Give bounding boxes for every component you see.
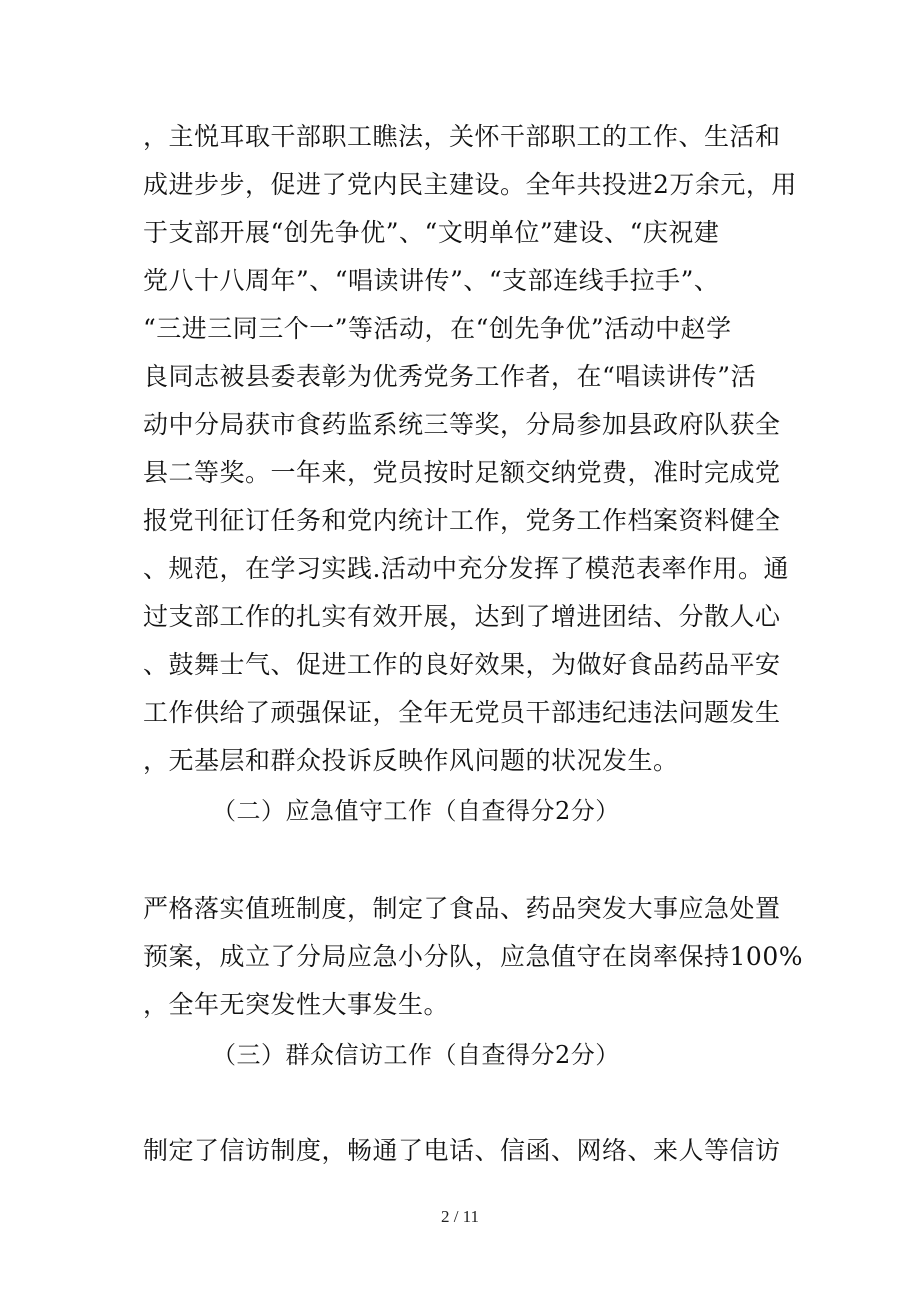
body-text-line: 制定了信访制度，畅通了电话、信函、网络、来人等信访 bbox=[143, 1136, 781, 1165]
body-text-line: “三进三同三个一”等活动，在“创先争优”活动中赵学 bbox=[143, 314, 732, 343]
section-heading-emergency-duty: （二）应急值守工作（自查得分2分） bbox=[212, 797, 620, 825]
body-text-line: 成进步步，促进了党内民主建设。全年共投进2万余元，用 bbox=[143, 170, 797, 199]
body-text-line: 于支部开展“创先争优”、“文明单位”建设、“庆祝建 bbox=[143, 218, 720, 247]
body-text-line: 过支部工作的扎实有效开展，达到了增进团结、分散人心 bbox=[143, 602, 781, 631]
body-text-line: 、鼓舞士气、促进工作的良好效果，为做好食品药品平安 bbox=[143, 650, 781, 679]
body-text-line: 报党刊征订任务和党内统计工作，党务工作档案资料健全 bbox=[143, 506, 781, 535]
body-text-line: 动中分局获市食药监系统三等奖，分局参加县政府队获全 bbox=[143, 410, 781, 439]
body-text-line: 县二等奖。一年来，党员按时足额交纳党费，准时完成党 bbox=[143, 458, 781, 487]
body-text-line: 工作供给了顽强保证，全年无党员干部违纪违法问题发生 bbox=[143, 698, 781, 727]
body-text-line: ，全年无突发性大事发生。 bbox=[143, 990, 450, 1019]
body-text-line: 、规范，在学习实践.活动中充分发挥了模范表率作用。通 bbox=[143, 554, 789, 583]
body-text-line: ，主悦耳取干部职工瞧法，关怀干部职工的工作、生活和 bbox=[143, 122, 781, 151]
page-number: 2 / 11 bbox=[440, 1207, 480, 1226]
body-text-line: 预案，成立了分局应急小分队，应急值守在岗率保持100% bbox=[143, 942, 803, 971]
body-text-line: 党八十八周年”、“唱读讲传”、“支部连线手拉手”、 bbox=[143, 266, 720, 295]
body-text-line: 良同志被县委表彰为优秀党务工作者，在“唱读讲传”活 bbox=[143, 362, 757, 391]
body-text-line: 严格落实值班制度，制定了食品、药品突发大事应急处置 bbox=[143, 894, 781, 923]
section-heading-petition-work: （三）群众信访工作（自查得分2分） bbox=[212, 1041, 620, 1069]
body-text-line: ，无基层和群众投诉反映作风问题的状况发生。 bbox=[143, 746, 679, 775]
